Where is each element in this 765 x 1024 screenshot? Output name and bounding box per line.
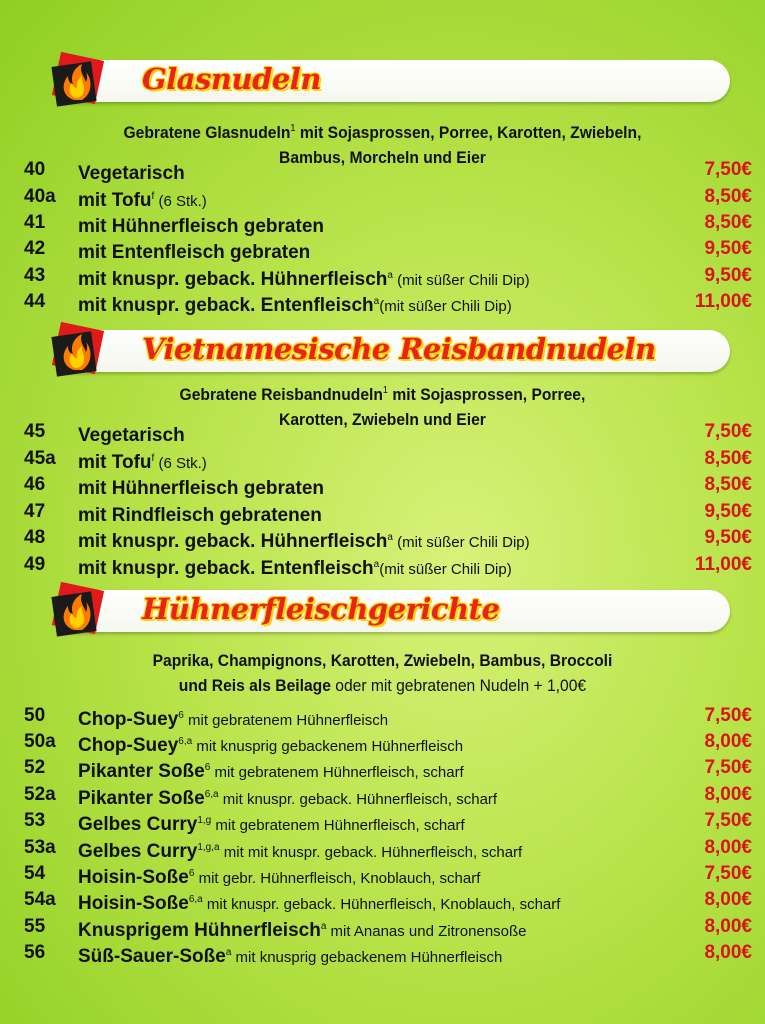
flame-logo-icon [44, 50, 108, 114]
item-name: mit Rindfleisch gebratenen [78, 505, 322, 526]
item-number: 56 [24, 942, 46, 963]
item-name: mit Tofu$^f$ (6 Stk.) [78, 452, 207, 473]
item-note: (6 Stk.) [154, 193, 207, 210]
item-note: mit mit knuspr. geback. Hühnerfleisch, scharf [219, 844, 523, 861]
item-note: mit gebr. Hühnerfleisch, Knoblauch, scharf [194, 870, 481, 887]
allergen-code: 1,g [197, 815, 212, 826]
section-description: Gebratene Reisbandnudeln$^1$ mit Sojasprossen, Porree, Karotten, Zwiebeln und Eier [179, 385, 586, 429]
allergen-code: a [387, 270, 393, 281]
item-name: mit Hühnerfleisch gebraten [78, 216, 324, 237]
item-name: Vegetarisch [78, 425, 185, 446]
item-note: mit knuspr. geback. Hühnerfleisch, Knoblauch, scharf [202, 896, 561, 913]
item-note: mit knuspr. geback. Hühnerfleisch, scharf [218, 791, 498, 808]
item-number: 50 [24, 705, 46, 726]
menu-item-row [24, 729, 752, 755]
allergen-code: 1,g,a [197, 842, 220, 853]
item-price: 8,00€ [704, 784, 752, 805]
allergen-code: 6,a [204, 789, 219, 800]
menu-item-row [24, 525, 752, 551]
item-note: mit Ananas und Zitronensoße [326, 923, 527, 940]
section-description: Gebratene Glasnudeln$^1$ mit Sojasprossen, Porree, Karotten, Zwiebeln, Bambus, Morcheln und Eier [123, 123, 642, 167]
item-name: Knusprigem Hühnerfleisch$^a$ mit Ananas und Zitronensoße [78, 920, 527, 941]
item-price: 7,50€ [704, 863, 752, 884]
allergen-code: 6 [204, 762, 211, 773]
item-price: 8,00€ [704, 889, 752, 910]
item-price: 9,50€ [704, 501, 752, 522]
menu-item-row [24, 236, 752, 262]
allergen-code: 6,a [178, 736, 193, 747]
menu-item-row [24, 157, 752, 183]
menu-item-row [24, 263, 752, 289]
item-price: 8,00€ [704, 837, 752, 858]
item-price: 7,50€ [704, 705, 752, 726]
item-price: 7,50€ [704, 757, 752, 778]
item-name: mit knuspr. geback. Entenfleisch$^a$(mit süßer Chili Dip) [78, 295, 512, 316]
item-number: 45 [24, 421, 46, 442]
item-name: Hoisin-Soße$^{6,a}$ mit knuspr. geback. Hühnerfleisch, Knoblauch, scharf [78, 893, 561, 914]
item-note: (mit süßer Chili Dip) [379, 298, 512, 315]
menu-item-row [24, 835, 752, 861]
menu-item-row [24, 940, 752, 966]
item-price: 8,50€ [704, 474, 752, 495]
item-number: 53a [24, 837, 56, 858]
item-number: 45a [24, 448, 56, 469]
item-number: 40 [24, 159, 46, 180]
item-name: Süß-Sauer-Soße$^a$ mit knusprig gebackenem Hühnerfleisch [78, 946, 503, 967]
item-name: mit Hühnerfleisch gebraten [78, 478, 324, 499]
item-name: mit Tofu$^f$ (6 Stk.) [78, 190, 207, 211]
item-name: Chop-Suey$^6$ mit gebratenem Hühnerfleisch [78, 709, 389, 730]
section-description: Paprika, Champignons, Karotten, Zwiebeln, Bambus, Broccoli und Reis als Beilage oder mit gebratenen Nudeln + 1,00€ [152, 651, 613, 695]
item-note: (6 Stk.) [154, 455, 207, 472]
allergen-code: f [151, 453, 155, 464]
item-number: 49 [24, 554, 46, 575]
item-number: 46 [24, 474, 46, 495]
item-note: mit gebratenem Hühnerfleisch, scharf [210, 764, 464, 781]
menu-item-row [24, 184, 752, 210]
flame-logo-icon [44, 580, 108, 644]
item-note: mit knusprig gebackenem Hühnerfleisch [192, 738, 464, 755]
allergen-code: 6,a [188, 894, 203, 905]
item-price: 7,50€ [704, 810, 752, 831]
item-note: (mit süßer Chili Dip) [392, 272, 530, 289]
allergen-code: a [225, 947, 232, 958]
allergen-code: a [320, 921, 327, 932]
menu-item-row [24, 703, 752, 729]
menu-item-row [24, 210, 752, 236]
item-price: 11,00€ [694, 291, 752, 312]
item-price: 8,00€ [704, 731, 752, 752]
allergen-code: 6 [178, 710, 184, 721]
item-number: 44 [24, 291, 46, 312]
allergen-code: 6 [188, 868, 195, 879]
item-price: 9,50€ [704, 238, 752, 259]
item-number: 53 [24, 810, 46, 831]
item-number: 54a [24, 889, 56, 910]
item-number: 40a [24, 186, 56, 207]
item-number: 52a [24, 784, 56, 805]
item-name: Gelbes Curry$^{1,g}$ mit gebratenem Hühnerfleisch, scharf [78, 814, 465, 835]
item-number: 54 [24, 863, 46, 884]
menu-item-row [24, 861, 752, 887]
allergen-code: f [151, 191, 155, 202]
menu-item-row [24, 808, 752, 834]
menu-item-row [24, 472, 752, 498]
item-number: 41 [24, 212, 46, 233]
item-note: (mit süßer Chili Dip) [379, 561, 512, 578]
item-name: mit knuspr. geback. Entenfleisch$^a$(mit süßer Chili Dip) [78, 558, 512, 579]
item-number: 42 [24, 238, 46, 259]
item-price: 8,50€ [704, 212, 752, 233]
item-note: mit gebratenem Hühnerfleisch [183, 712, 389, 729]
item-number: 47 [24, 501, 46, 522]
item-price: 9,50€ [704, 527, 752, 548]
item-price: 8,00€ [704, 916, 752, 937]
menu-item-row [24, 914, 752, 940]
menu-item-row [24, 755, 752, 781]
item-price: 8,50€ [704, 448, 752, 469]
item-price: 11,00€ [694, 554, 752, 575]
allergen-code: a [387, 532, 393, 543]
item-price: 7,50€ [704, 421, 752, 442]
menu-item-row [24, 446, 752, 472]
item-note: mit gebratenem Hühnerfleisch, scharf [211, 817, 465, 834]
menu-item-row [24, 419, 752, 445]
item-price: 7,50€ [704, 159, 752, 180]
item-name: Pikanter Soße$^6$ mit gebratenem Hühnerfleisch, scharf [78, 761, 464, 782]
item-name: Pikanter Soße$^{6,a}$ mit knuspr. geback. Hühnerfleisch, scharf [78, 788, 498, 809]
item-name: mit knuspr. geback. Hühnerfleisch$^a$ (mit süßer Chili Dip) [78, 531, 530, 552]
item-price: 9,50€ [704, 265, 752, 286]
menu-item-row [24, 289, 752, 315]
item-name: mit Entenfleisch gebraten [78, 242, 311, 263]
menu-item-row [24, 782, 752, 808]
allergen-code: a [373, 296, 380, 307]
item-name: Vegetarisch [78, 163, 185, 184]
item-note: mit knusprig gebackenem Hühnerfleisch [231, 949, 503, 966]
item-name: mit knuspr. geback. Hühnerfleisch$^a$ (mit süßer Chili Dip) [78, 269, 530, 290]
item-name: Hoisin-Soße$^6$ mit gebr. Hühnerfleisch, Knoblauch, scharf [78, 867, 481, 888]
menu-item-row [24, 887, 752, 913]
menu-item-row [24, 499, 752, 525]
flame-logo-icon [44, 320, 108, 384]
item-number: 50a [24, 731, 56, 752]
section-title: Vietnamesische Reisbandnudeln [142, 332, 656, 366]
item-number: 43 [24, 265, 46, 286]
section-title: Hühnerfleischgerichte [142, 592, 500, 626]
item-number: 48 [24, 527, 46, 548]
item-name: Chop-Suey$^{6,a}$ mit knusprig gebackenem Hühnerfleisch [78, 735, 464, 756]
item-number: 52 [24, 757, 46, 778]
item-number: 55 [24, 916, 46, 937]
item-name: Gelbes Curry$^{1,g,a}$ mit mit knuspr. geback. Hühnerfleisch, scharf [78, 841, 523, 862]
item-price: 8,50€ [704, 186, 752, 207]
allergen-code: a [373, 559, 380, 570]
item-price: 8,00€ [704, 942, 752, 963]
item-note: (mit süßer Chili Dip) [392, 534, 530, 551]
section-title: Glasnudeln [142, 62, 321, 96]
menu-item-row [24, 552, 752, 578]
